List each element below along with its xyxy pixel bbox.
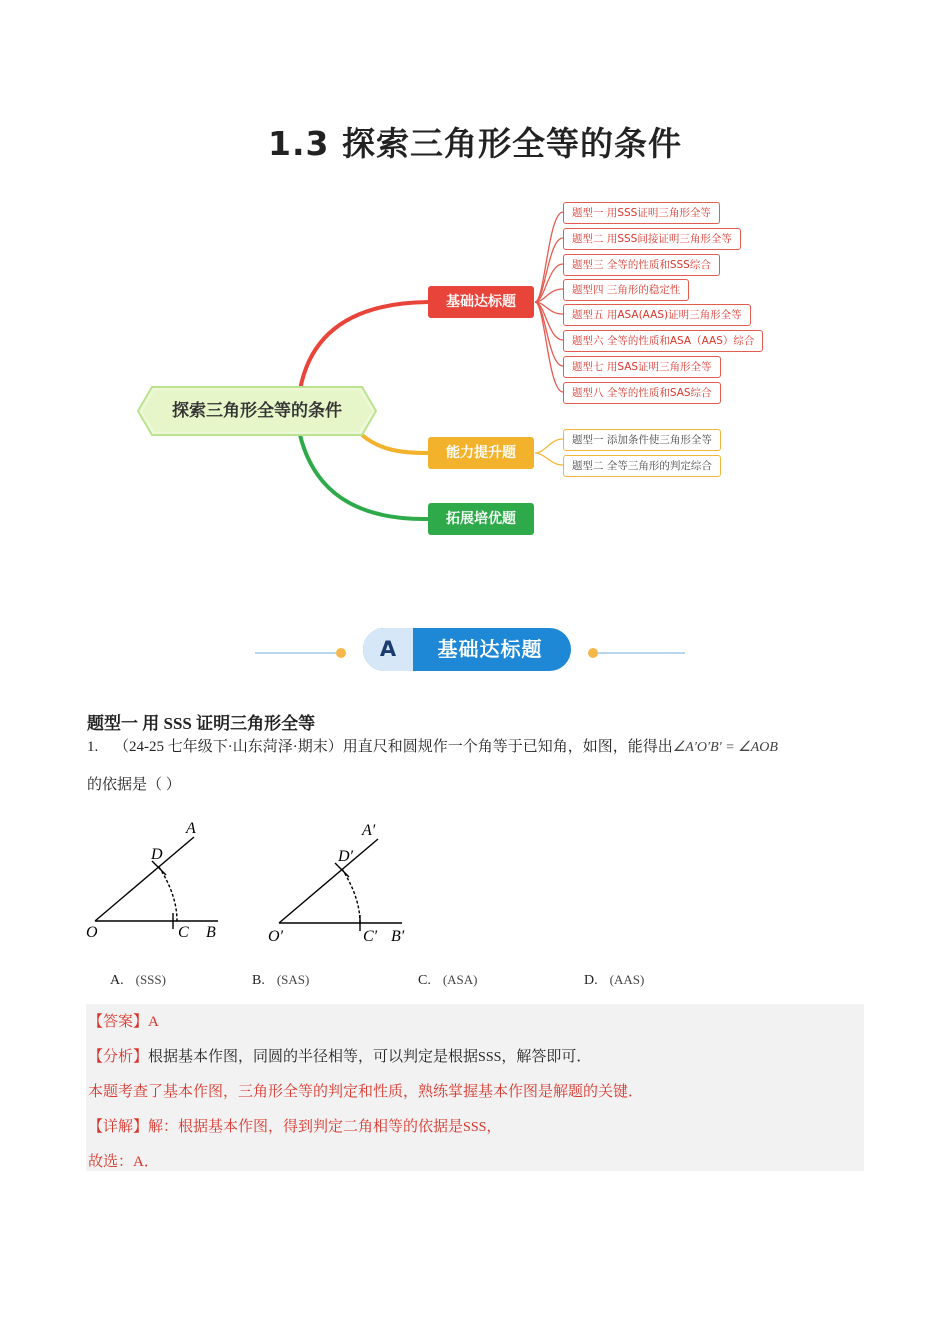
mind-map — [130, 195, 790, 555]
option-c[interactable] — [418, 972, 478, 989]
option-c-letter: C. — [418, 973, 431, 988]
leaf-type-4: 题型四 三角形的稳定性 — [563, 279, 689, 301]
leaf-type-6: 题型六 全等的性质和ASA（AAS）综合 — [563, 330, 763, 352]
comment-line: 本题考查了基本作图，三角形全等的判定和性质，熟练掌握基本作图是解题的关键． — [88, 1084, 644, 1100]
option-b-text: (SAS) — [276, 972, 310, 987]
detail-line — [88, 1115, 501, 1136]
fig1-label-d: D — [151, 846, 163, 863]
leaf-type-5: 题型五 用ASA(AAS)证明三角形全等 — [563, 304, 751, 326]
detail-end: ， — [486, 1119, 502, 1135]
fig2-label-a: A′ — [362, 822, 376, 839]
question-formula: ∠A′O′B′ = ∠AOB — [672, 740, 778, 755]
leaf-type-8: 题型八 全等的性质和SAS综合 — [563, 382, 721, 404]
option-b[interactable] — [252, 972, 309, 989]
fig1-label-a: A — [186, 820, 196, 837]
fig2-label-b: B′ — [391, 928, 405, 945]
leaf-advanced-1: 题型一 添加条件使三角形全等 — [563, 429, 721, 451]
option-b-letter: B. — [252, 973, 265, 988]
answer-tag: 【答案】 — [88, 1014, 149, 1030]
question-number: 1. — [87, 739, 99, 755]
fig2-label-o: O′ — [268, 928, 284, 945]
leaf-type-1: 题型一 用SSS证明三角形全等 — [563, 202, 720, 224]
question-source: （24-25 七年级下·山东菏泽·期末）用直尺和圆规作一个角等于已知角，如图，能得出 — [114, 739, 673, 755]
branch-advanced: 能力提升题 — [428, 437, 534, 469]
fig2-label-c: C′ — [363, 928, 378, 945]
angle-figures — [82, 815, 427, 950]
detail-text: 解：根据基本作图，得到判定二角相等的依据是 — [148, 1119, 464, 1135]
section-heading: 题型一 用 SSS 证明三角形全等 — [87, 714, 316, 733]
branch-basic: 基础达标题 — [428, 286, 534, 318]
leaf-advanced-2: 题型二 全等三角形的判定综合 — [563, 455, 721, 477]
leaf-type-3: 题型三 全等的性质和SSS综合 — [563, 254, 720, 276]
banner-label: 基础达标题 — [437, 637, 543, 661]
branch-extension: 拓展培优题 — [428, 503, 534, 535]
detail-sss: SSS — [463, 1120, 487, 1135]
option-d[interactable] — [584, 972, 644, 989]
option-a-letter: A. — [110, 973, 124, 988]
leaf-type-2: 题型二 用SSS间接证明三角形全等 — [563, 228, 741, 250]
mind-map-root: 探索三角形全等的条件 — [172, 401, 342, 421]
fig2-label-d: D′ — [338, 848, 354, 865]
section-banner — [255, 625, 695, 675]
analysis-text: 根据基本作图，同圆的半径相等，可以判定是根据 — [148, 1049, 479, 1065]
analysis-sss: SSS — [478, 1050, 502, 1065]
conclusion-line: 故选：A． — [88, 1154, 159, 1170]
option-a[interactable] — [110, 972, 166, 989]
fig1-label-c: C — [178, 924, 189, 941]
analysis-end: ，解答即可． — [501, 1049, 592, 1065]
options-row — [0, 972, 950, 994]
fig1-label-o: O — [86, 924, 98, 941]
option-d-letter: D. — [584, 973, 598, 988]
question-tail: 的依据是（ ） — [87, 777, 181, 793]
detail-tag: 【详解】 — [88, 1119, 149, 1135]
analysis-line — [88, 1045, 591, 1066]
option-a-text: (SSS) — [135, 972, 166, 987]
fig1-label-b: B — [206, 924, 216, 941]
page-title: 1.3 探索三角形全等的条件 — [268, 124, 682, 163]
option-d-text: (AAS) — [609, 972, 645, 987]
analysis-tag: 【分析】 — [88, 1049, 149, 1065]
option-c-text: (ASA) — [442, 972, 478, 987]
answer-value: A — [148, 1014, 159, 1030]
leaf-type-7: 题型七 用SAS证明三角形全等 — [563, 356, 721, 378]
answer-line — [88, 1010, 159, 1031]
banner-letter: A — [379, 637, 397, 661]
question-line-1 — [87, 735, 778, 756]
